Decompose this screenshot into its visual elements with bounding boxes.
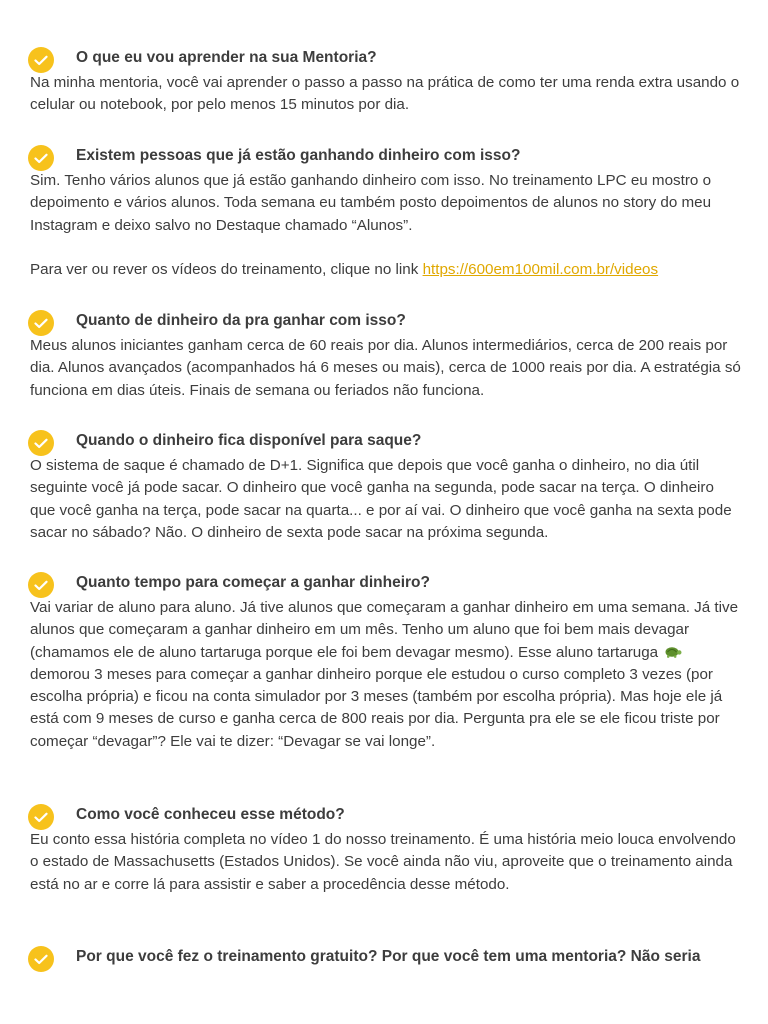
check-circle-icon — [28, 804, 54, 830]
faq-answer-extra — [30, 259, 742, 281]
faq-item — [30, 47, 742, 117]
check-circle-icon — [28, 430, 54, 456]
faq-question-row — [30, 310, 742, 332]
faq-item — [30, 946, 742, 968]
faq-answer: Meus alunos iniciantes ganham cerca de 60 reais por dia. Alunos intermediários, cerca de 200 reais por dia. Alunos avançados (acompanhados há 6 meses ou mais), cerca de 1000 reais por dia. A estratégia só funciona em dias úteis. Finais de semana ou feriados não funciona. — [30, 337, 741, 399]
faq-question-row — [30, 804, 742, 826]
faq-question-row — [30, 145, 742, 167]
faq-item — [30, 145, 742, 281]
faq-question-row — [30, 47, 742, 69]
videos-link[interactable]: https://600em100mil.com.br/videos — [422, 260, 659, 278]
check-circle-icon — [28, 572, 54, 598]
turtle-icon — [664, 644, 682, 658]
faq-item — [30, 804, 742, 896]
faq-question: Por que você fez o treinamento gratuito? Por que você tem uma mentoria? Não seria — [76, 948, 701, 965]
faq-question: O que eu vou aprender na sua Mentoria? — [76, 49, 377, 66]
faq-question: Quanto tempo para começar a ganhar dinheiro? — [76, 574, 430, 591]
faq-question: Existem pessoas que já estão ganhando dinheiro com isso? — [76, 147, 521, 164]
faq-answer: Sim. Tenho vários alunos que já estão ganhando dinheiro com isso. No treinamento LPC eu mostro o depoimento e vários alunos. Toda semana eu também posto depoimentos de alunos no story do meu Instagram e deixo salvo no Destaque chamado “Alunos”. — [30, 172, 712, 234]
faq-question-row — [30, 572, 742, 594]
faq-question-row — [30, 430, 742, 452]
faq-item — [30, 310, 742, 402]
check-circle-icon — [28, 145, 54, 171]
check-circle-icon — [28, 946, 54, 972]
faq-question-row — [30, 946, 742, 968]
check-circle-icon — [28, 47, 54, 73]
check-circle-icon — [28, 310, 54, 336]
faq-answer: Eu conto essa história completa no vídeo 1 do nosso treinamento. É uma história meio louca envolvendo o estado de Massachusetts (Estados Unidos). Se você ainda não viu, aproveite que o treinamento ainda está no ar e corre lá para assistir e saber a procedência desse método. — [30, 831, 736, 893]
faq-answer-part: demorou 3 meses para começar a ganhar dinheiro porque ele estudou o curso completo 3 vezes (por escolha própria) e ficou na conta simulador por 3 meses (também por escolha própria). Mas hoje ele já está com 9 meses de curso e ganha cerca de 800 reais por dia. Pergunta pra ele se ele ficou triste por começar “devagar”? Ele vai te dizer: “Devagar se vai longe”. — [30, 665, 723, 750]
faq-item — [30, 430, 742, 544]
faq-question: Quando o dinheiro fica disponível para saque? — [76, 432, 422, 449]
faq-answer-extra-text: Para ver ou rever os vídeos do treinamento, clique no link — [30, 260, 423, 278]
faq-answer — [30, 597, 742, 753]
faq-question: Quanto de dinheiro da pra ganhar com isso? — [76, 312, 406, 329]
faq-item — [30, 572, 742, 753]
faq-answer: Na minha mentoria, você vai aprender o passo a passo na prática de como ter uma renda extra usando o celular ou notebook, por pelo menos 15 minutos por dia. — [30, 74, 740, 114]
faq-answer: O sistema de saque é chamado de D+1. Significa que depois que você ganha o dinheiro, no dia útil seguinte você já pode sacar. O dinheiro que você ganha na segunda, pode sacar na terça. O dinheiro que você ganha na terça, pode sacar na quarta... e por aí vai. O dinheiro que você ganha na sexta pode sacar no sábado? Não. O dinheiro de sexta pode sacar na próxima segunda. — [30, 457, 732, 541]
faq-answer-part: Vai variar de aluno para aluno. Já tive alunos que começaram a ganhar dinheiro em uma semana. Já tive alunos que começaram a ganhar dinheiro em um mês. Tenho um aluno que foi bem mais devagar (chamamos ele de aluno tartaruga porque ele foi bem devagar mesmo). Esse aluno tartaruga — [30, 599, 739, 661]
faq-question: Como você conheceu esse método? — [76, 806, 345, 823]
